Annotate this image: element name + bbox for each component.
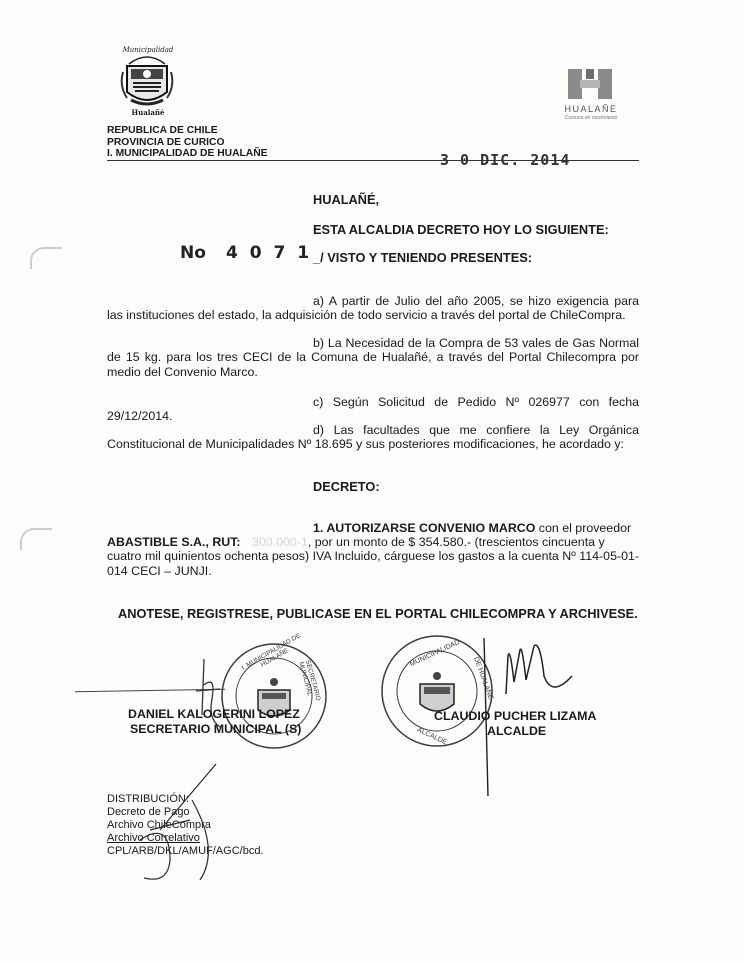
visto-heading: _/ VISTO Y TENIENDO PRESENTES: (313, 250, 533, 265)
header-province: PROVINCIA DE CURICO (107, 137, 225, 148)
resolution-amount: , por un monto de $ 354.580.- (trescientos cincuenta y (307, 535, 605, 549)
closing-statement: ANOTESE, REGISTRESE, PUBLICASE EN EL PORTAL CHILECOMPRA Y ARCHIVESE. (118, 606, 638, 621)
paragraph-c-first: c) Según Solicitud de Pedido Nº 026977 con fecha (313, 395, 639, 409)
resolution-first-line (313, 521, 639, 536)
paragraph-d-first: d) Las facultades que me confiere la Ley Orgánica (313, 423, 639, 437)
decree-number-prefix: No (180, 243, 206, 263)
paragraph-d-rest: Constitucional de Municipalidades Nº 18.695 y sus posteriores modificaciones, he acordado y: (107, 437, 624, 451)
distribution-item: Archivo ChileCompra (107, 819, 211, 831)
secretary-stamp-side: SECRETARIO MUNICIPAL (297, 659, 322, 702)
decree-number: 4 0 7 1 (226, 243, 313, 263)
mayor-stamp-side: DE HUALAÑE (472, 656, 494, 701)
mayor-stamp-top: MUNICIPALIDAD (408, 638, 462, 669)
distribution-item: CPL/ARB/DKL/AMUF/AGC/bcd. (107, 845, 264, 857)
punch-hole-mark (30, 247, 62, 269)
mayor-title: ALCALDE (487, 724, 547, 738)
punch-hole-mark (20, 528, 52, 550)
provider-name: ABASTIBLE S.A., RUT: (107, 535, 241, 549)
distribution-item: Decreto de Pago (107, 806, 190, 818)
initials-signature (130, 760, 230, 890)
decree-place: HUALAÑÉ, (313, 192, 380, 207)
paragraph-b-rest: de 15 kg. para los tres CECI de la Comuna de Hualañé, a través del Portal Chilecompra por medio del Convenio Marco. (107, 350, 639, 379)
secretary-title: SECRETARIO MUNICIPAL (S) (130, 722, 302, 736)
resolution-lead: 1. AUTORIZARSE CONVENIO MARCO (313, 521, 536, 535)
header-municipality: I. MUNICIPALIDAD DE HUALAÑE (107, 148, 268, 159)
hualane-brand-logo (566, 67, 614, 101)
distribution-item: Archivo Correlativo (107, 832, 200, 844)
date-stamp: 3 0 DIC. 2014 (440, 151, 571, 169)
seal-top-text: Municipalidad (122, 46, 174, 54)
resolution-lead-rest: con el proveedor (535, 521, 632, 535)
secretary-stamp-top: I. MUNICIPALIDAD DE HUALAÑE (240, 632, 302, 672)
seal-bottom-text: Hualañé (131, 108, 165, 117)
rut-redacted: 300.000-1 (252, 535, 308, 549)
paragraph-a-first: a) A partir de Julio del año 2005, se hizo exigencia para (313, 294, 639, 308)
paragraph-a-rest: las instituciones del estado, la adquisición de todo servicio a través del portal de ChileCompra. (107, 308, 626, 322)
decree-intro: ESTA ALCALDIA DECRETO HOY LO SIGUIENTE: (313, 222, 609, 237)
mayor-name: CLAUDIO PUCHER LIZAMA (434, 709, 597, 723)
resolution-rest: cuatro mil quinientos ochenta pesos) IVA Incluido, cárguese los gastos a la cuenta Nº 114-05-01-014 CECI – JUNJI. (107, 549, 639, 578)
brand-name: HUALAÑE (564, 104, 618, 114)
mayor-stamp-bottom: ALCALDE (416, 726, 448, 747)
secretary-name: DANIEL KALOGERINI LOPEZ (128, 707, 300, 721)
paragraph-c-rest: 29/12/2014. (107, 409, 173, 423)
brand-tagline: Comuna en movimiento (564, 115, 618, 121)
header-republic: REPUBLICA DE CHILE (107, 125, 218, 136)
decreto-heading: DECRETO: (313, 479, 380, 494)
paragraph-b-first: b) La Necesidad de la Compra de 53 vales de Gas Normal (313, 336, 639, 350)
resolution-second-line (107, 535, 639, 550)
distribution-heading: DISTRIBUCIÓN: (107, 793, 189, 805)
